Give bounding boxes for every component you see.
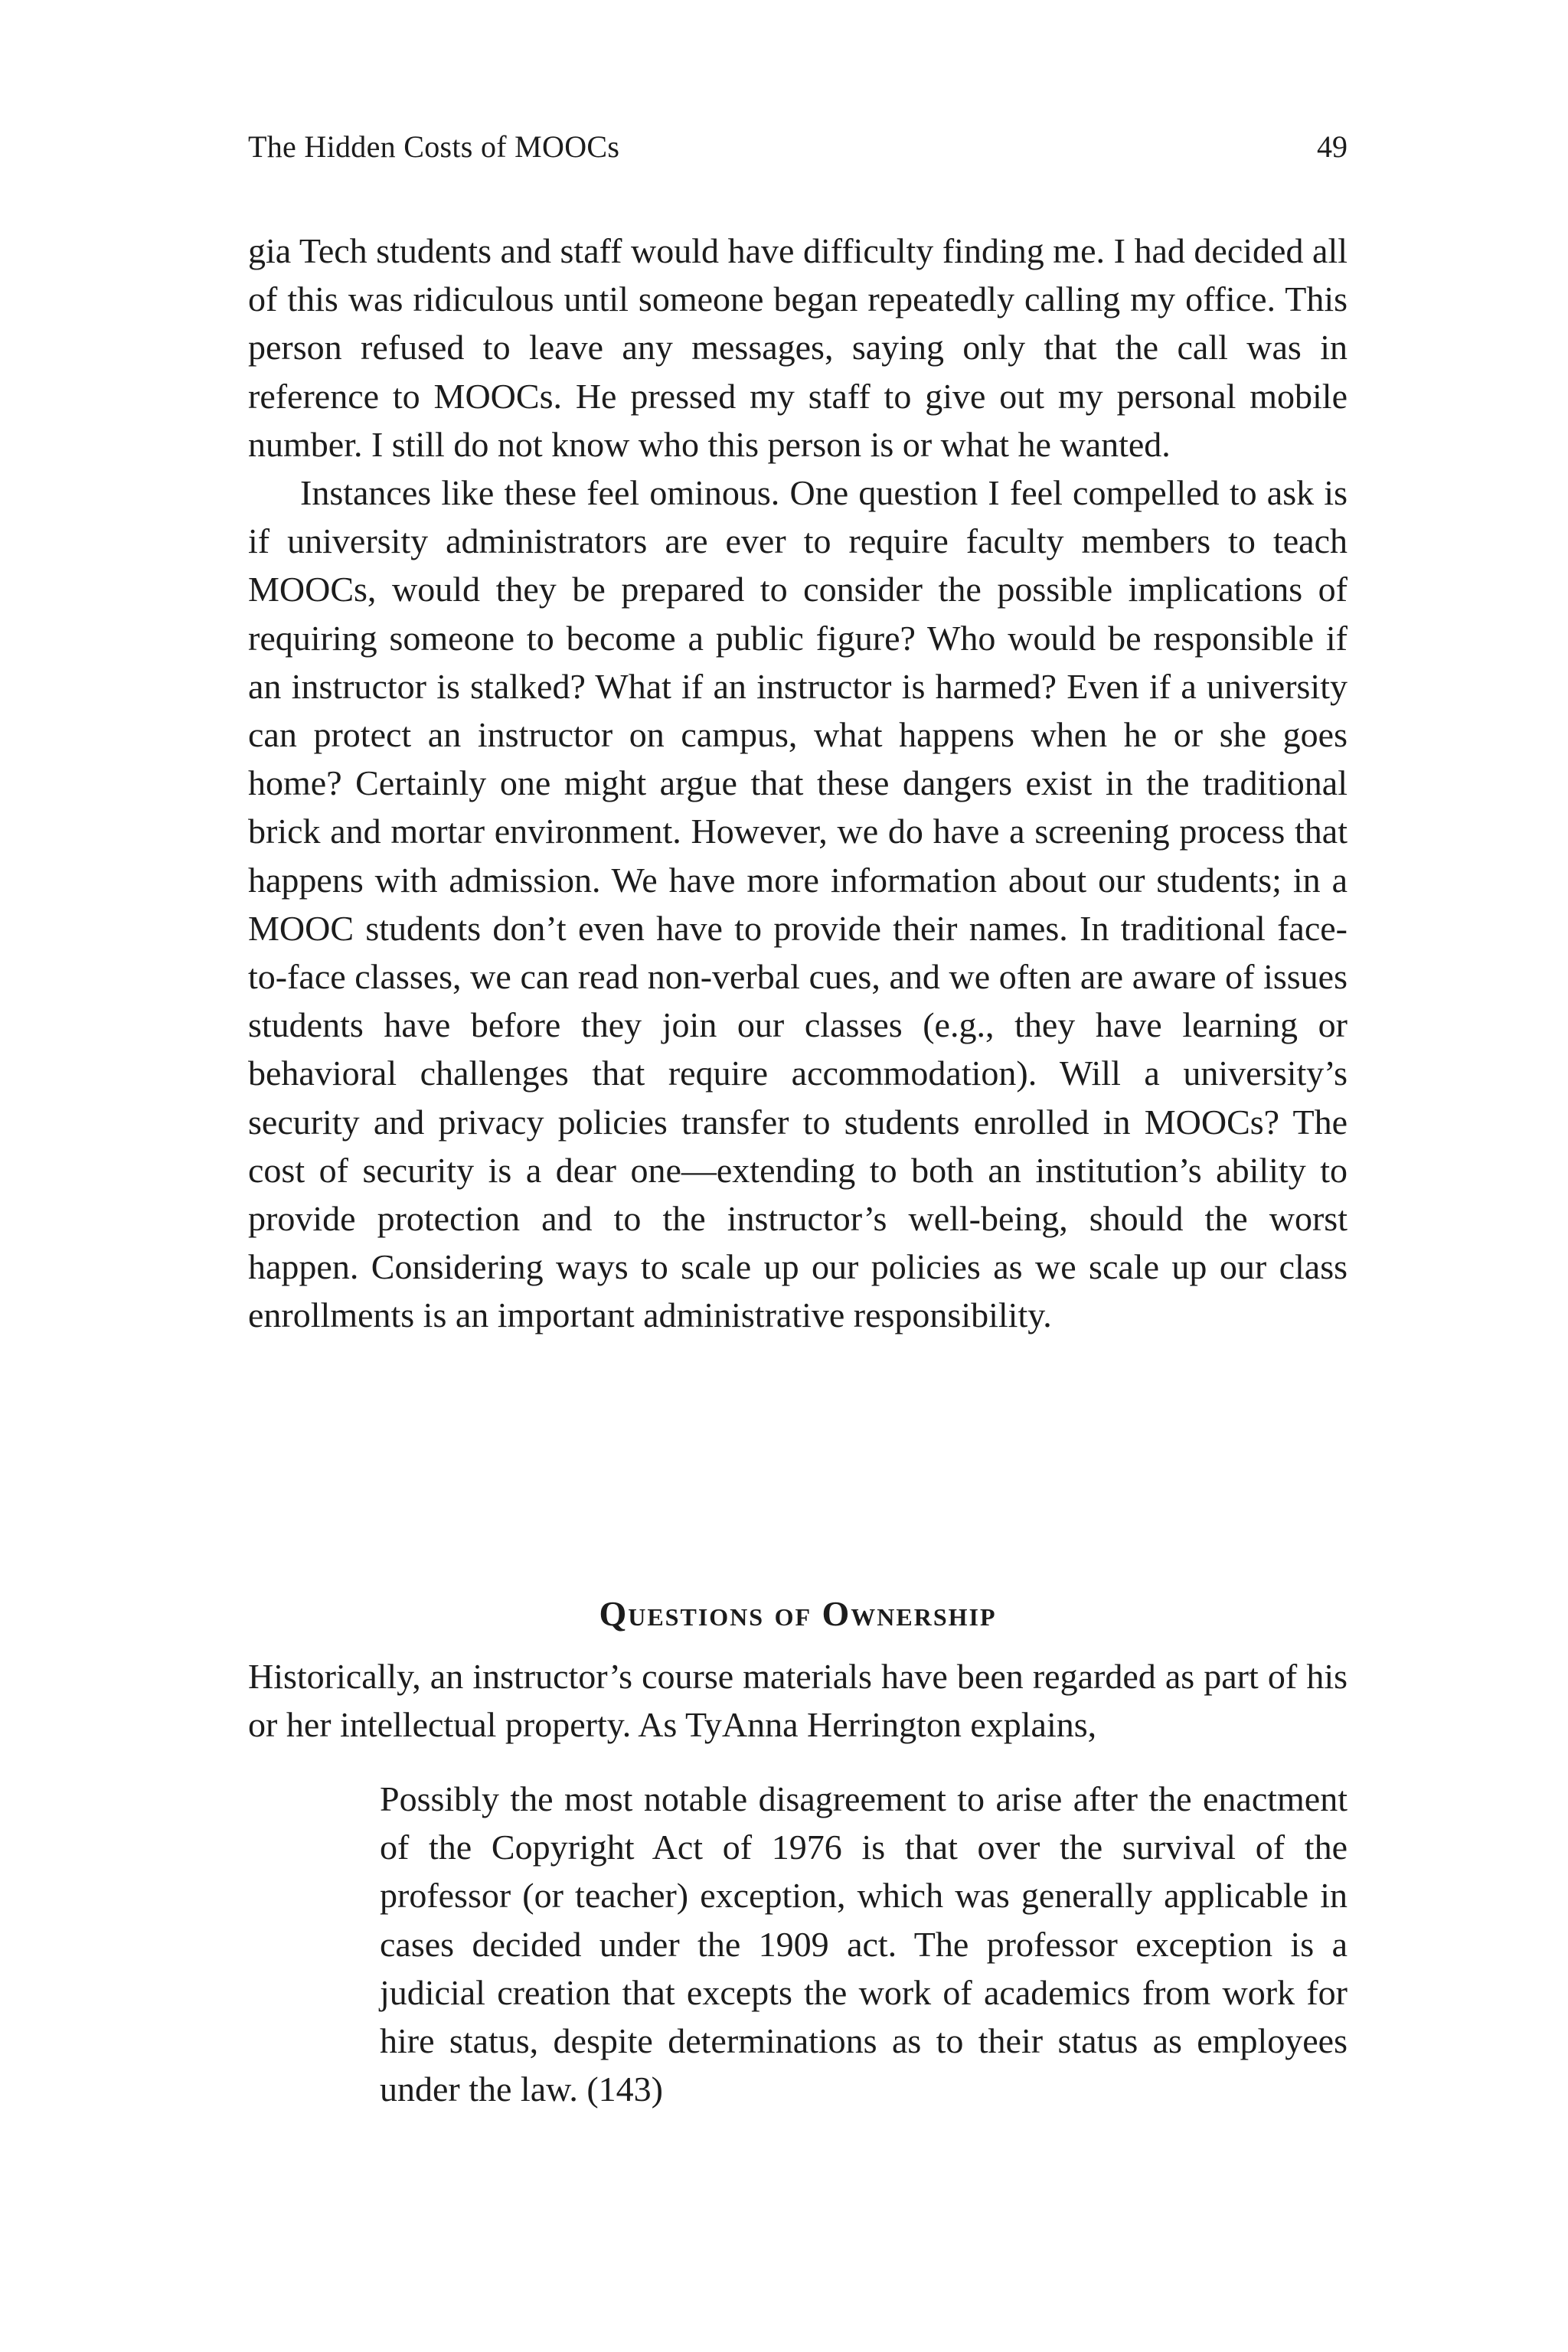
paragraph-historically: Historically, an instructor’s course materials have been regarded as part of his or her intellectual property. As TyAnna Herrington explains,	[248, 1657, 1348, 1745]
paragraph-continued: gia Tech students and staff would have difficulty finding me. I had decided all of this was ridiculous until someone began repeatedly calling my office. This person refused to leave any messages, saying only that the call was in reference to MOOCs. He pressed my staff to give out my personal mobile number. I still do not know who this person is or what he wanted.	[248, 231, 1348, 464]
paragraph-instances: Instances like these feel ominous. One question I feel compelled to ask is if university administrators are ever to require faculty members to teach MOOCs, would they be prepared to consider the possible implications of requiring someone to become a public figure? Who would be responsible if an instructor is stalked? What if an instructor is harmed? Even if a university can protect an instructor on campus, what happens when he or she goes home? Certainly one might argue that these dangers exist in the traditional brick and mortar environment. However, we do have a screening process that happens with admission. We have more information about our students; in a MOOC students don’t even have to provide their names. In traditional face-to-face classes, we can read non-verbal cues, and we often are aware of issues students have before they join our classes (e.g., they have learning or behavioral challenges that require accommodation). Will a university’s security and privacy policies transfer to students enrolled in MOOCs? The cost of security is a dear one—extending to both an institution’s ability to provide protection and to the instructor’s well-being, should the worst happen. Considering ways to scale up our policies as we scale up our class enrollments is an important administrative responsibility.	[248, 473, 1348, 1335]
section-heading: Questions of Ownership	[599, 1594, 997, 1634]
quote-text: Possibly the most notable disagreement to arise after the enactment of the Copyright Act of 1976 is that over the survival of the professor (or teacher) exception, which was generally applicable in cases decided under the 1909 act. The professor exception is a judicial creation that excepts the work of academics from work for hire status, despite determinations as to their status as employees under the law. (143)	[380, 1779, 1348, 2109]
running-header	[248, 124, 1348, 170]
page-number: 49	[1317, 129, 1348, 164]
ownership-text	[248, 1652, 1348, 1749]
running-title: The Hidden Costs of MOOCs	[248, 129, 620, 164]
block-quote	[380, 1775, 1348, 2113]
body-text	[248, 227, 1348, 1340]
